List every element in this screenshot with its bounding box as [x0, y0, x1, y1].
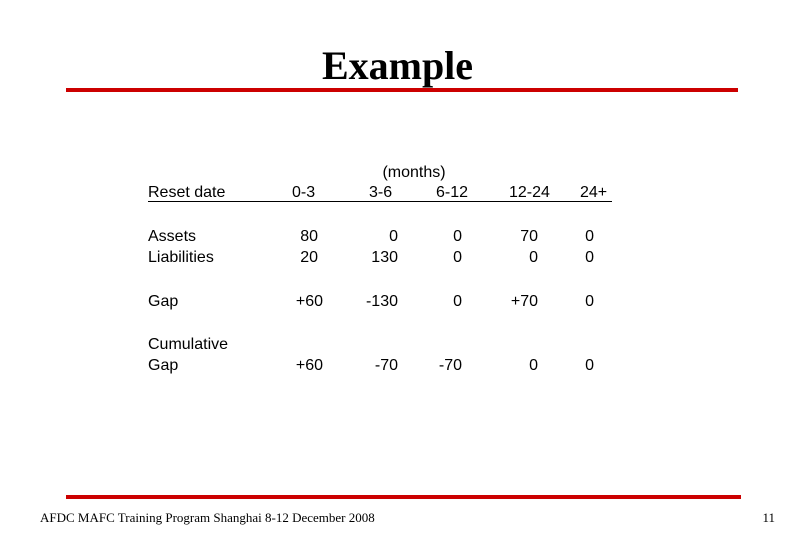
cumulative-gap-value-3-6: -70: [374, 357, 398, 374]
assets-value-24-plus: 0: [585, 228, 594, 245]
cumulative-gap-label-line2: Gap: [148, 357, 179, 374]
header-col-3-6: 3-6: [369, 184, 393, 201]
liabilities-value-0-3: 20: [300, 249, 318, 266]
header-col-6-12: 6-12: [436, 184, 469, 201]
header-underline: [148, 201, 612, 202]
header-label: Reset date: [148, 184, 226, 201]
gap-value-0-3: +60: [295, 293, 323, 310]
gap-value-6-12: 0: [453, 293, 462, 310]
slide-title: Example: [321, 43, 474, 88]
title-divider: [66, 88, 738, 92]
header-col-24-plus: 24+: [580, 184, 608, 201]
gap-value-12-24: +70: [510, 293, 538, 310]
assets-label: Assets: [148, 228, 197, 245]
period-caption: (months): [382, 164, 446, 181]
footer-text: AFDC MAFC Training Program Shanghai 8-12 December 2008: [40, 510, 375, 525]
liabilities-value-12-24: 0: [529, 249, 538, 266]
header-col-0-3: 0-3: [292, 184, 316, 201]
cumulative-gap-value-6-12: -70: [438, 357, 462, 374]
assets-value-12-24: 70: [520, 228, 538, 245]
cumulative-gap-value-24-plus: 0: [585, 357, 594, 374]
cumulative-gap-value-12-24: 0: [529, 357, 538, 374]
gap-label: Gap: [148, 293, 179, 310]
liabilities-value-6-12: 0: [453, 249, 462, 266]
assets-value-0-3: 80: [300, 228, 318, 245]
page-number: 11: [762, 510, 775, 525]
gap-value-3-6: -130: [365, 293, 398, 310]
cumulative-gap-label-line1: Cumulative: [148, 336, 229, 353]
cumulative-gap-value-0-3: +60: [295, 357, 323, 374]
assets-value-3-6: 0: [389, 228, 398, 245]
gap-value-24-plus: 0: [585, 293, 594, 310]
liabilities-value-24-plus: 0: [585, 249, 594, 266]
footer-divider: [66, 495, 741, 499]
assets-value-6-12: 0: [453, 228, 462, 245]
liabilities-label: Liabilities: [148, 249, 214, 266]
header-col-12-24: 12-24: [509, 184, 550, 201]
liabilities-value-3-6: 130: [371, 249, 398, 266]
